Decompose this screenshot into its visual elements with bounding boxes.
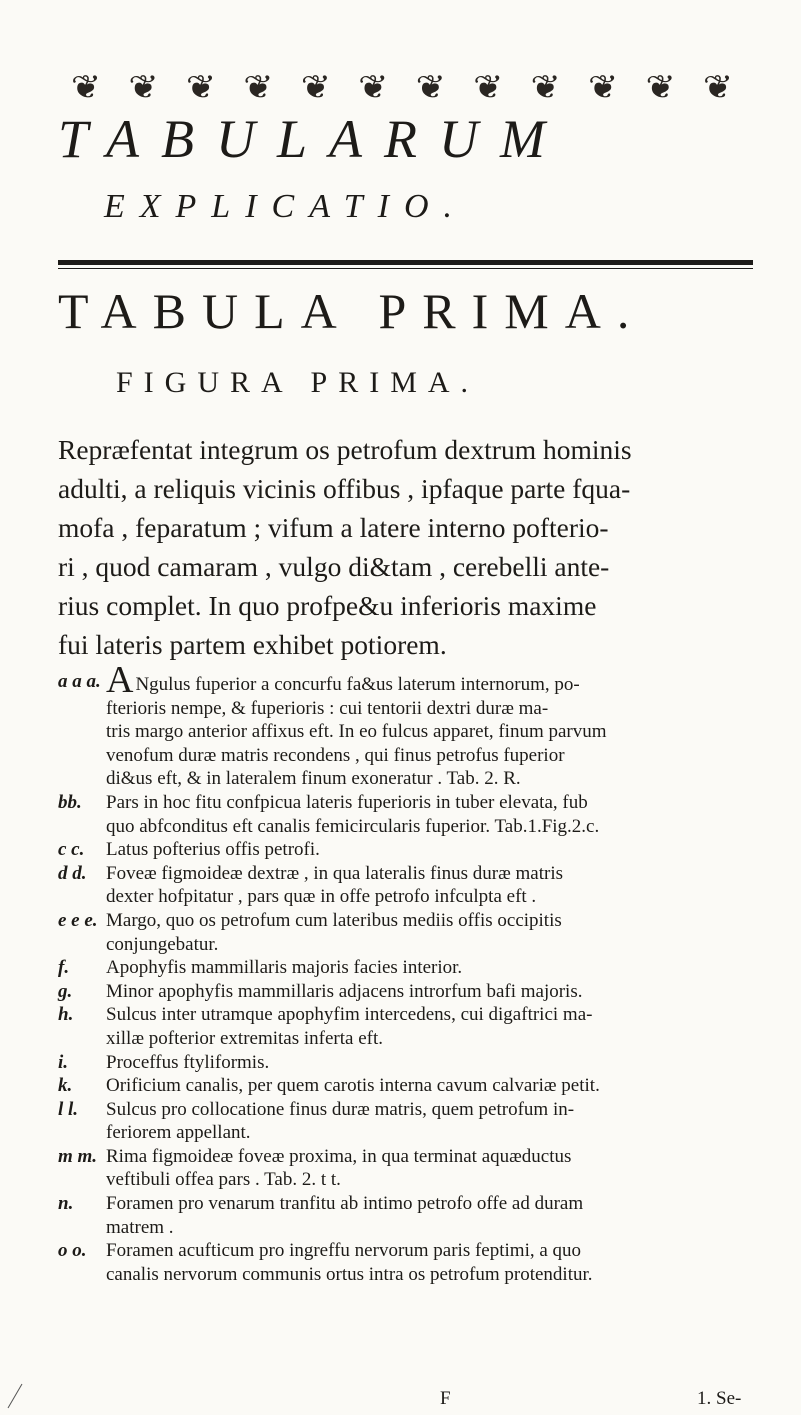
legend-label: f. <box>58 957 70 979</box>
legend-entry <box>58 1051 766 1075</box>
legend-first-line: Minor apophyfis mammillaris adjacens introrfum bafi majoris. <box>106 980 583 1002</box>
legend-text <box>106 1145 766 1169</box>
legend-text <box>106 838 766 862</box>
legend-text <box>106 956 766 980</box>
legend-text <box>106 980 766 1004</box>
legend-first-line: Latus pofterius offis petrofi. <box>106 839 320 861</box>
legend-entry <box>58 862 766 886</box>
intro-line: adulti, a reliquis vicinis offibus , ipfaque parte fqua- <box>58 473 631 504</box>
legend-label: l l. <box>58 1098 79 1120</box>
legend-text <box>106 1003 766 1027</box>
legend-first-line: Margo, quo os petrofum cum lateribus mediis offis occipitis <box>106 909 562 931</box>
legend-text <box>106 659 766 701</box>
legend-list <box>58 659 766 1286</box>
intro-line: fui lateris partem exhibet potiorem. <box>58 629 447 660</box>
legend-label: o o. <box>58 1240 87 1262</box>
legend-entry <box>58 1003 766 1027</box>
legend-first-line: Foramen pro venarum tranfitu ab intimo petrofo offe ad duram <box>106 1193 584 1215</box>
page-footer <box>0 1388 801 1412</box>
legend-first-line: Proceffus ftyliformis. <box>106 1051 270 1073</box>
fleuron-icon: ❦ <box>473 69 504 105</box>
legend-continuation: canalis nervorum communis ortus intra os petrofum protenditur. <box>106 1263 593 1285</box>
legend-entry <box>58 1239 766 1263</box>
fleuron-icon: ❦ <box>702 69 734 105</box>
fleuron-icon: ❦ <box>300 69 331 105</box>
margin-mark <box>6 1380 26 1410</box>
legend-continuation: matrem . <box>106 1216 174 1238</box>
intro-line: ri , quod camaram , vulgo di&tam , cerebelli ante- <box>58 551 610 582</box>
section-heading: TABULA PRIMA. <box>58 283 646 339</box>
legend-entry <box>58 956 766 980</box>
legend-label: g. <box>58 980 73 1002</box>
legend-text <box>106 1192 766 1216</box>
legend-first-line: Ngulus fuperior a concurfu fa&us laterum internorum, po- <box>135 674 580 695</box>
legend-entry <box>58 791 766 815</box>
legend-label: e e e. <box>58 909 98 931</box>
legend-label: h. <box>58 1004 74 1026</box>
legend-first-line: Foramen acufticum pro ingreffu nervorum paris feptimi, a quo <box>106 1240 582 1262</box>
legend-text <box>106 1098 766 1122</box>
legend-text <box>106 1074 766 1098</box>
legend-entry <box>58 838 766 862</box>
legend-entry <box>58 980 766 1004</box>
fleuron-icon: ❦ <box>530 69 561 105</box>
fleuron-icon: ❦ <box>70 69 102 105</box>
legend-label: d d. <box>58 862 87 884</box>
drop-cap: A <box>106 659 134 701</box>
legend-label: n. <box>58 1193 74 1215</box>
legend-continuation: feriorem appellant. <box>106 1122 251 1144</box>
legend-entry <box>58 1098 766 1122</box>
figure-heading: FIGURA PRIMA. <box>116 366 480 399</box>
legend-continuation: veftibuli offea pars . Tab. 2. t t. <box>106 1169 341 1191</box>
fleuron-icon: ❦ <box>128 69 159 105</box>
legend-continuation: fterioris nempe, & fuperioris : cui tentorii dextri duræ ma- <box>106 697 549 719</box>
legend-label: m m. <box>58 1145 98 1167</box>
legend-label: i. <box>58 1051 69 1073</box>
legend-continuation: quo abfconditus eft canalis femicircularis fuperior. Tab.1.Fig.2.c. <box>106 815 600 837</box>
page-subtitle: EXPLICATIO. <box>104 188 468 225</box>
legend-first-line: Apophyfis mammillaris majoris facies interior. <box>106 957 463 979</box>
legend-first-line: Foveæ figmoideæ dextræ , in qua lateralis finus duræ matris <box>106 862 563 884</box>
fleuron-icon: ❦ <box>358 69 389 105</box>
legend-first-line: Pars in hoc fitu confpicua lateris fuperioris in tuber elevata, fub <box>106 791 588 813</box>
catchword: 1. Se- <box>697 1388 742 1409</box>
legend-continuation: di&us eft, & in lateralem finum exoneratur . Tab. 2. R. <box>106 768 521 790</box>
fleuron-icon: ❦ <box>587 69 619 105</box>
legend-label: k. <box>58 1075 73 1097</box>
legend-continuation: tris margo anterior affixus eft. In eo fulcus apparet, finum parvum <box>106 721 607 743</box>
page-title: TABULARUM <box>58 109 567 169</box>
fleuron-icon: ❦ <box>645 69 676 105</box>
legend-continuation: dexter hofpitatur , pars quæ in offe petrofo infculpta eft . <box>106 886 537 908</box>
legend-first-line: Sulcus pro collocatione finus duræ matris, quem petrofum in- <box>106 1098 575 1120</box>
divider-thick <box>58 260 753 265</box>
legend-label: bb. <box>58 791 82 813</box>
legend-label: a a a. <box>58 671 101 692</box>
legend-text <box>106 862 766 886</box>
legend-first-line: Orificium canalis, per quem carotis interna cavum calvariæ petit. <box>106 1075 600 1097</box>
legend-entry <box>58 909 766 933</box>
legend-continuation: xillæ pofterior extremitas inferta eft. <box>106 1027 383 1049</box>
fleuron-icon: ❦ <box>415 69 446 105</box>
signature-mark: F <box>440 1388 451 1409</box>
legend-text <box>106 909 766 933</box>
legend-first-line: Rima figmoideæ foveæ proxima, in qua terminat aquæductus <box>106 1145 572 1167</box>
intro-line: rius complet. In quo profpe&u inferioris maxime <box>58 590 597 621</box>
intro-line: Repræfentat integrum os petrofum dextrum hominis <box>58 434 632 465</box>
legend-text <box>106 1239 766 1263</box>
legend-entry <box>58 1192 766 1216</box>
legend-entry <box>58 1145 766 1169</box>
intro-line: mofa , feparatum ; vifum a latere interno pofterio- <box>58 512 609 543</box>
legend-continuation: conjungebatur. <box>106 933 219 955</box>
intro-paragraph <box>58 430 758 664</box>
legend-entry <box>58 659 766 701</box>
legend-label: c c. <box>58 839 85 861</box>
legend-first-line: Sulcus inter utramque apophyfim intercedens, cui digaftrici ma- <box>106 1004 593 1026</box>
legend-text <box>106 1051 766 1075</box>
divider-thin <box>58 268 753 269</box>
ornament-band <box>62 64 742 110</box>
fleuron-icon: ❦ <box>243 69 274 105</box>
legend-text <box>106 791 766 815</box>
legend-entry <box>58 1074 766 1098</box>
fleuron-icon: ❦ <box>185 69 216 105</box>
legend-continuation: venofum duræ matris recondens , qui finus petrofus fuperior <box>106 744 565 766</box>
